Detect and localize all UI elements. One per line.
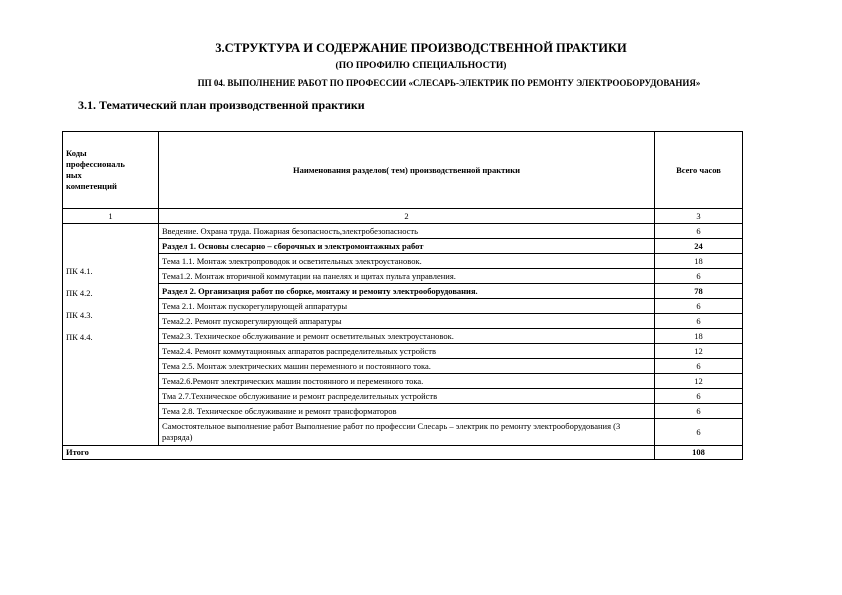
- document-subtitle: (ПО ПРОФИЛЮ СПЕЦИАЛЬНОСТИ): [335, 61, 507, 71]
- table-row: [63, 254, 743, 269]
- header-codes: [63, 132, 159, 209]
- topic-name: Тема2.3. Техническое обслуживание и ремонт осветительных электроустановок.: [159, 329, 655, 344]
- topic-hours: 6: [655, 314, 743, 329]
- header-name: Наименования разделов( тем) производственной практики: [159, 132, 655, 209]
- header-codes-line: ных: [66, 170, 82, 180]
- table-row: [63, 284, 743, 299]
- topic-hours: 18: [655, 254, 743, 269]
- topic-name: Тма 2.7.Техническое обслуживание и ремонт распределительных устройств: [159, 389, 655, 404]
- total-label: Итого: [63, 446, 655, 460]
- table-row: [63, 404, 743, 419]
- topic-name: Раздел 1. Основы слесарно – сборочных и электромонтажных работ: [159, 239, 655, 254]
- document-title: 3.СТРУКТУРА И СОДЕРЖАНИЕ ПРОИЗВОДСТВЕННОЙ ПРАКТИКИ: [215, 41, 627, 55]
- topic-hours: 12: [655, 374, 743, 389]
- table-row: [63, 359, 743, 374]
- topic-name: Тема 2.5. Монтаж электрических машин переменного и постоянного тока.: [159, 359, 655, 374]
- topic-name: Тема2.2. Ремонт пускорегулирующей аппаратуры: [159, 314, 655, 329]
- topic-name: Раздел 2. Организация работ по сборке, монтажу и ремонту электрооборудования.: [159, 284, 655, 299]
- column-number-row: [63, 209, 743, 224]
- section-title: 3.1. Тематический план производственной практики: [78, 98, 365, 112]
- topic-name: Введение. Охрана труда. Пожарная безопасность,электробезопасность: [159, 224, 655, 239]
- topic-hours: 24: [655, 239, 743, 254]
- topic-hours: 6: [655, 299, 743, 314]
- topic-name: Тема 1.1. Монтаж электропроводок и осветительных электроустановок.: [159, 254, 655, 269]
- topic-name: Тема 2.1. Монтаж пускорегулирующей аппаратуры: [159, 299, 655, 314]
- topic-name: Тема1.2. Монтаж вторичной коммутации на панелях и щитах пульта управления.: [159, 269, 655, 284]
- competency-code: ПК 4.4.: [66, 332, 93, 342]
- competency-code: ПК 4.3.: [66, 310, 93, 320]
- topic-hours: 18: [655, 329, 743, 344]
- header-codes-line: компетенций: [66, 181, 117, 191]
- table-row: [63, 389, 743, 404]
- thematic-plan-table: [62, 131, 743, 460]
- topic-name: Тема 2.8. Техническое обслуживание и ремонт трансформаторов: [159, 404, 655, 419]
- table-header-row: [63, 132, 743, 209]
- topic-hours: 78: [655, 284, 743, 299]
- table-row: [63, 314, 743, 329]
- header-codes-line: профессиональ: [66, 159, 125, 169]
- table-row: [63, 299, 743, 314]
- table-row: [63, 239, 743, 254]
- topic-hours: 6: [655, 269, 743, 284]
- table-row: [63, 269, 743, 284]
- topic-hours: 12: [655, 344, 743, 359]
- topic-hours: 6: [655, 419, 743, 446]
- table-row: [63, 329, 743, 344]
- table-row: [63, 419, 743, 446]
- column-number: 2: [159, 209, 655, 224]
- column-number: 1: [63, 209, 159, 224]
- topic-name: Самостоятельное выполнение работ Выполнение работ по профессии Слесарь – электрик по ремонту электрооборудования (3 разряда): [159, 419, 655, 446]
- topic-hours: 6: [655, 404, 743, 419]
- competency-code: ПК 4.1.: [66, 266, 93, 276]
- header-codes-line: Коды: [66, 148, 87, 158]
- column-number: 3: [655, 209, 743, 224]
- topic-hours: 6: [655, 224, 743, 239]
- total-row: [63, 446, 743, 460]
- topic-name: Тема2.6.Ремонт электрических машин постоянного и переменного тока.: [159, 374, 655, 389]
- program-title: ПП 04. ВЫПОЛНЕНИЕ РАБОТ ПО ПРОФЕССИИ «СЛЕСАРЬ-ЭЛЕКТРИК ПО РЕМОНТУ ЭЛЕКТРООБОРУДОВАНИЯ»: [197, 78, 701, 88]
- total-hours: 108: [655, 446, 743, 460]
- topic-hours: 6: [655, 389, 743, 404]
- table-row: [63, 224, 743, 239]
- competency-code: ПК 4.2.: [66, 288, 93, 298]
- topic-name: Тема2.4. Ремонт коммутационных аппаратов распределительных устройств: [159, 344, 655, 359]
- topic-hours: 6: [655, 359, 743, 374]
- header-hours: Всего часов: [655, 132, 743, 209]
- competency-codes: [63, 224, 159, 446]
- table-row: [63, 344, 743, 359]
- table-row: [63, 374, 743, 389]
